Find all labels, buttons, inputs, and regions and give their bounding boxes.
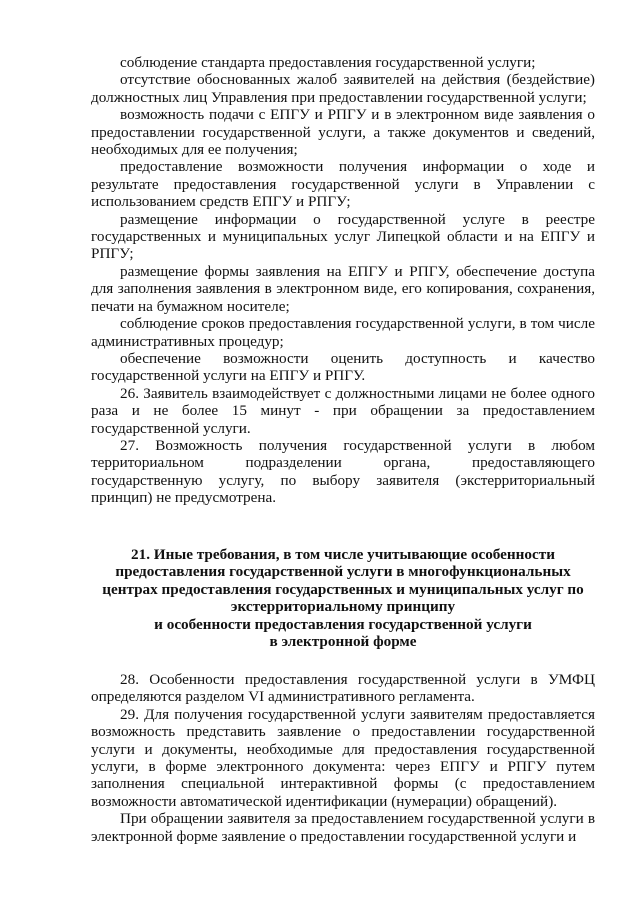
paragraph-item-26: 26. Заявитель взаимодействует с должностными лицами не более одного раза и не более 15 минут - при обращении за предоставлением государственной услуги. — [91, 384, 595, 437]
section-heading — [91, 546, 595, 650]
heading-line: экстерриториальному принципу — [230, 598, 456, 616]
heading-line: и особенности предоставления государственной услуги — [154, 615, 532, 633]
heading-line: 21. Иные требования, в том числе учитывающие особенности — [131, 546, 555, 563]
paragraph: отсутствие обоснованных жалоб заявителей на действия (бездействие) должностных лиц Управления при предоставлении государственной услуги; — [91, 71, 595, 106]
paragraph-item-27: 27. Возможность получения государственной услуги в любом территориальном подразделении органа, предоставляющего государственную услугу, по выбору заявителя (экстерриториальный принцип) не предусмотрена. — [91, 436, 595, 507]
requirements-list — [91, 54, 595, 507]
section-body — [91, 671, 595, 845]
heading-line: в электронной форме — [269, 633, 417, 651]
paragraph-item-29: 29. Для получения государственной услуги заявителям предоставляется возможность представить заявление о предоставлении государственной услуги и документы, необходимые для предоставления государственной услуги, в форме электронного документа: через ЕПГУ и РПГУ путем заполнения специальной интерактивной формы (с предоставлением возможности автоматической идентификации (нумерации) обращений). — [91, 705, 595, 810]
paragraph: соблюдение сроков предоставления государственной услуги, в том числе административных процедур; — [91, 315, 595, 350]
paragraph: При обращении заявителя за предоставлением государственной услуги в электронной форме заявление о предоставлении государственной услуги и — [91, 810, 595, 845]
paragraph: размещение формы заявления на ЕПГУ и РПГУ, обеспечение доступа для заполнения заявления в электронном виде, его копирования, сохранения, печати на бумажном носителе; — [91, 262, 595, 315]
heading-line: предоставления государственной услуги в многофункциональных — [115, 563, 571, 581]
paragraph: размещение информации о государственной услуге в реестре государственных и муниципальных услуг Липецкой области и на ЕПГУ и РПГУ; — [91, 210, 595, 263]
paragraph-item-28: 28. Особенности предоставления государственной услуги в УМФЦ определяются разделом VI административного регламента. — [91, 671, 595, 706]
paragraph: предоставление возможности получения информации о ходе и результате предоставления государственной услуги в Управлении с использованием средств ЕПГУ и РПГУ; — [91, 158, 595, 211]
paragraph: соблюдение стандарта предоставления государственной услуги; — [120, 54, 536, 71]
paragraph: обеспечение возможности оценить доступность и качество государственной услуги на ЕПГУ и РПГУ. — [91, 349, 595, 385]
heading-line: центрах предоставления государственных и муниципальных услуг по — [102, 580, 584, 598]
paragraph: возможность подачи с ЕПГУ и РПГУ и в электронном виде заявления о предоставлении государственной услуги, а также документов и сведений, необходимых для ее получения; — [91, 106, 595, 159]
